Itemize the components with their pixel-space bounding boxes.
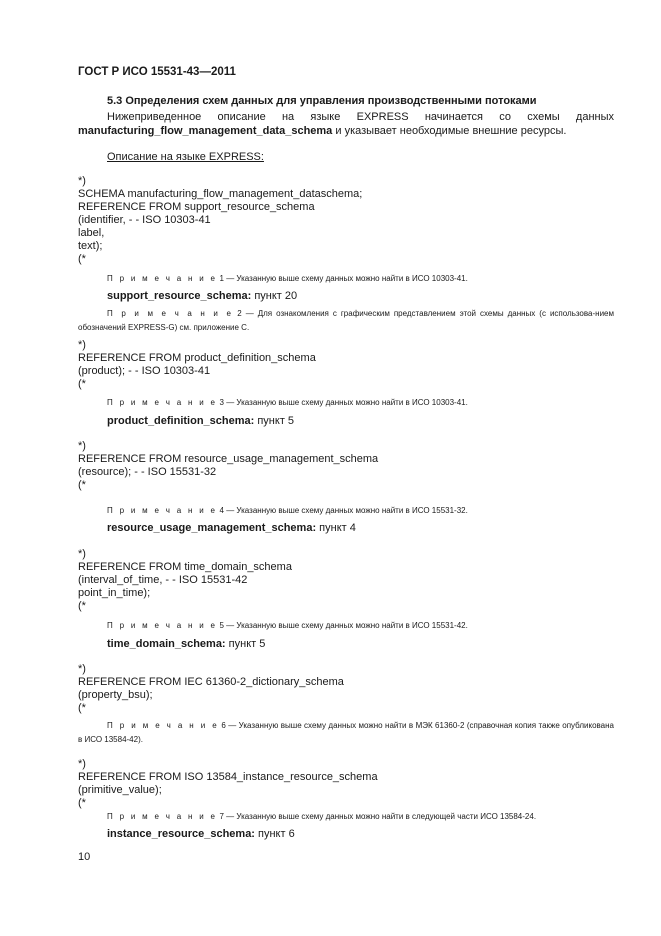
code-line: text);: [78, 240, 103, 252]
intro-paragraph: Нижеприведенное описание на языке EXPRESS начинается со схемы данных manufacturing_flow_management_data_schema и указывает необходимые внешние ресурсы.: [78, 111, 614, 137]
code-line: (property_bsu);: [78, 689, 153, 701]
reference-5: instance_resource_schema: пункт 6: [107, 828, 295, 840]
code-line: REFERENCE FROM time_domain_schema: [78, 561, 292, 573]
code-line: *): [78, 663, 86, 675]
code-line: (resource); - - ISO 15531-32: [78, 466, 217, 478]
code-line: point_in_time);: [78, 587, 151, 599]
note-2: П р и м е ч а н и е 2 — Для ознакомления с графическим представлением этой схемы данных (с использова-нием обозначений EXPRESS-G) см. приложение С.: [78, 309, 614, 332]
note-7: П р и м е ч а н и е 7 — Указанную выше схему данных можно найти в следующей части ИСО 13584-24.: [107, 812, 537, 821]
code-line: *): [78, 440, 86, 452]
code-line: (*: [78, 378, 86, 390]
code-line: REFERENCE FROM support_resource_schema: [78, 201, 315, 213]
section-title: 5.3 Определения схем данных для управления производственными потоками: [107, 95, 537, 107]
reference-3: resource_usage_management_schema: пункт 4: [107, 522, 356, 534]
code-line: REFERENCE FROM resource_usage_management_schema: [78, 453, 379, 465]
code-line: *): [78, 758, 86, 770]
note-3: П р и м е ч а н и е 3 — Указанную выше схему данных можно найти в ИСО 10303-41.: [107, 398, 468, 407]
code-line: (interval_of_time, - - ISO 15531-42: [78, 574, 248, 586]
note-1: П р и м е ч а н и е 1 — Указанную выше схему данных можно найти в ИСО 10303-41.: [107, 274, 468, 283]
code-line: REFERENCE FROM product_definition_schema: [78, 352, 316, 364]
note-4: П р и м е ч а н и е 4 — Указанную выше схему данных можно найти в ИСО 15531-32.: [107, 506, 468, 515]
code-line: (*: [78, 702, 86, 714]
code-line: (identifier, - - ISO 10303-41: [78, 214, 211, 226]
reference-2: product_definition_schema: пункт 5: [107, 415, 295, 427]
express-label: Описание на языке EXPRESS:: [107, 151, 264, 163]
code-line: (primitive_value);: [78, 784, 162, 796]
code-line: label,: [78, 227, 105, 239]
code-line: (*: [78, 600, 86, 612]
code-line: *): [78, 339, 86, 351]
code-line: REFERENCE FROM ISO 13584_instance_resource_schema: [78, 771, 378, 783]
note-5: П р и м е ч а н и е 5 — Указанную выше схему данных можно найти в ИСО 15531-42.: [107, 621, 468, 630]
code-line: REFERENCE FROM IEC 61360-2_dictionary_schema: [78, 676, 344, 688]
schema-name: manufacturing_flow_management_data_schema: [78, 125, 333, 137]
code-line: (product); - - ISO 10303-41: [78, 365, 211, 377]
code-line: (*: [78, 479, 86, 491]
code-line: (*: [78, 253, 86, 265]
code-line: (*: [78, 797, 86, 809]
reference-4: time_domain_schema: пункт 5: [107, 638, 266, 650]
code-line: *): [78, 175, 86, 187]
page-number: 10: [78, 851, 91, 863]
code-line: SCHEMA manufacturing_flow_management_dataschema;: [78, 188, 363, 200]
document-header: ГОСТ Р ИСО 15531-43—2011: [78, 66, 236, 78]
code-line: *): [78, 548, 86, 560]
note-6: П р и м е ч а н и е 6 — Указанную выше схему данных можно найти в МЭК 61360-2 (справочная копия также опубликована в ИСО 13584-42).: [78, 721, 614, 744]
reference-1: support_resource_schema: пункт 20: [107, 290, 298, 302]
